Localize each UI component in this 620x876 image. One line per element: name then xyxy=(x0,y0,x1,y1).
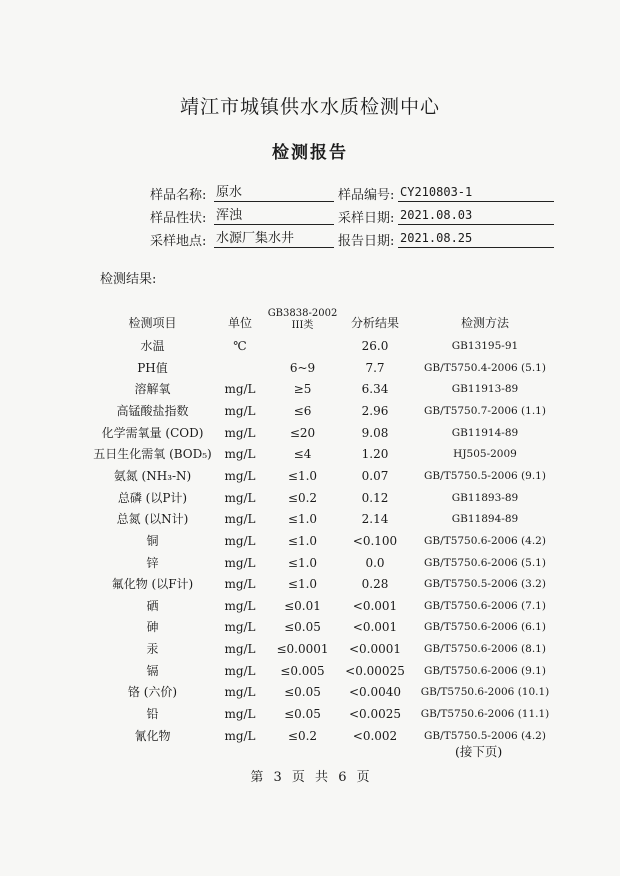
cell-standard: ≤0.0001 xyxy=(276,642,329,657)
table-row xyxy=(90,509,550,530)
table-header xyxy=(90,306,550,336)
table-row xyxy=(90,336,550,357)
cell-method: GB/T5750.6-2006 (4.2) xyxy=(424,534,546,547)
cell-unit: mg/L xyxy=(224,728,256,743)
cell-unit: mg/L xyxy=(224,642,256,657)
sample-location-label: 采样地点: xyxy=(150,234,207,249)
cell-item: 五日生化需氧 (BOD₅) xyxy=(93,447,212,462)
sample-code-value: CY210803-1 xyxy=(398,184,554,202)
cell-unit: mg/L xyxy=(224,707,256,722)
cell-result: <0.002 xyxy=(352,728,398,743)
cell-standard: 6~9 xyxy=(289,360,316,375)
cell-unit: mg/L xyxy=(224,512,256,527)
cell-standard: ≤0.05 xyxy=(284,707,321,722)
cell-standard: ≤0.2 xyxy=(287,728,318,743)
sample-name-value: 原水 xyxy=(214,184,334,202)
cell-result: <0.100 xyxy=(352,533,398,548)
cell-method: GB/T5750.5-2006 (3.2) xyxy=(424,578,546,591)
report-date-label: 报告日期: xyxy=(338,234,395,249)
cell-result: <0.001 xyxy=(352,598,398,613)
cell-item: 硒 xyxy=(146,598,159,613)
cell-item: 铜 xyxy=(146,533,159,548)
cell-unit: mg/L xyxy=(224,447,256,462)
cell-standard: ≤0.2 xyxy=(287,490,318,505)
results-label: 检测结果: xyxy=(100,272,157,287)
table-row xyxy=(90,379,550,400)
cell-item: 总氮 (以N计) xyxy=(116,512,189,527)
cell-method: HJ505-2009 xyxy=(453,448,517,461)
cell-standard: ≥5 xyxy=(293,382,312,397)
cell-result: 0.0 xyxy=(365,555,385,570)
cell-unit: mg/L xyxy=(224,685,256,700)
cell-item: PH值 xyxy=(137,360,168,375)
info-row-1 xyxy=(150,184,560,206)
sample-date-value: 2021.08.03 xyxy=(398,207,554,225)
cell-method: GB11893-89 xyxy=(451,491,519,504)
cell-unit: mg/L xyxy=(224,620,256,635)
cell-result: <0.0025 xyxy=(348,707,402,722)
continued-note: (接下页) xyxy=(455,744,503,759)
cell-result: <0.00025 xyxy=(345,663,405,678)
cell-item: 锌 xyxy=(146,555,159,570)
cell-method: GB/T5750.6-2006 (9.1) xyxy=(424,664,546,677)
cell-standard: ≤1.0 xyxy=(287,512,318,527)
cell-standard: ≤0.05 xyxy=(284,685,321,700)
table-row xyxy=(90,704,550,725)
cell-result: 26.0 xyxy=(361,339,389,353)
cell-method: GB/T5750.6-2006 (11.1) xyxy=(420,708,550,721)
cell-item: 镉 xyxy=(146,663,159,678)
cell-standard: ≤4 xyxy=(293,447,312,462)
cell-standard: ≤1.0 xyxy=(287,577,318,592)
cell-method: GB11894-89 xyxy=(451,513,519,526)
cell-method: GB/T5750.6-2006 (6.1) xyxy=(424,621,546,634)
info-row-3 xyxy=(150,230,560,252)
report-date-value: 2021.08.25 xyxy=(398,230,554,248)
cell-item: 化学需氧量 (COD) xyxy=(101,425,204,440)
cell-standard: ≤0.005 xyxy=(280,663,325,678)
cell-result: 1.20 xyxy=(361,447,389,462)
cell-result: <0.001 xyxy=(352,620,398,635)
cell-unit: mg/L xyxy=(224,555,256,570)
cell-item: 氟化物 (以F计) xyxy=(111,577,194,592)
cell-item: 铬 (六价) xyxy=(127,685,178,700)
table-row xyxy=(90,466,550,487)
cell-standard: ≤6 xyxy=(293,403,312,418)
cell-unit: mg/L xyxy=(224,403,256,418)
cell-method: GB/T5750.5-2006 (9.1) xyxy=(424,469,546,482)
cell-standard: ≤0.01 xyxy=(284,598,321,613)
sample-location-value: 水源厂集水井 xyxy=(214,230,334,248)
cell-result: 0.12 xyxy=(361,490,389,505)
cell-standard: ≤0.05 xyxy=(284,620,321,635)
cell-unit: mg/L xyxy=(224,425,256,440)
cell-result: 0.07 xyxy=(361,468,389,483)
cell-item: 铅 xyxy=(146,707,159,722)
cell-result: 9.08 xyxy=(361,425,389,440)
table-row xyxy=(90,401,550,422)
header-item: 检测项目 xyxy=(128,316,177,330)
header-standard-line1: GB3838-2002 xyxy=(267,308,338,319)
sample-date-label: 采样日期: xyxy=(338,211,395,226)
cell-method: GB/T5750.6-2006 (5.1) xyxy=(424,556,546,569)
cell-unit: mg/L xyxy=(224,382,256,397)
cell-item: 水温 xyxy=(140,339,165,353)
sample-name-label: 样品名称: xyxy=(150,188,207,203)
cell-standard: ≤1.0 xyxy=(287,555,318,570)
cell-item: 砷 xyxy=(146,620,159,635)
info-row-2 xyxy=(150,207,560,229)
header-method: 检测方法 xyxy=(460,316,509,330)
header-standard-line2: III类 xyxy=(291,320,314,331)
cell-method: GB/T5750.7-2006 (1.1) xyxy=(424,404,546,417)
header-result: 分析结果 xyxy=(350,316,399,330)
cell-standard: ≤20 xyxy=(289,425,316,440)
cell-unit: mg/L xyxy=(224,577,256,592)
cell-method: GB/T5750.5-2006 (4.2) xyxy=(424,729,546,742)
table-row xyxy=(90,661,550,682)
cell-item: 氨氮 (NH₃-N) xyxy=(113,468,192,483)
table-row xyxy=(90,639,550,660)
table-row xyxy=(90,444,550,465)
table-row xyxy=(90,617,550,638)
cell-method: GB13195-91 xyxy=(451,340,519,352)
cell-item: 溶解氧 xyxy=(134,382,171,397)
cell-item: 总磷 (以P计) xyxy=(117,490,188,505)
sample-code-label: 样品编号: xyxy=(338,188,395,203)
report-title: 检测报告 xyxy=(272,143,348,163)
cell-unit: mg/L xyxy=(224,490,256,505)
sample-nature-value: 浑浊 xyxy=(214,207,334,225)
cell-unit: mg/L xyxy=(224,663,256,678)
table-row xyxy=(90,553,550,574)
cell-item: 高锰酸盐指数 xyxy=(116,403,189,418)
table-row xyxy=(90,488,550,509)
cell-result: 6.34 xyxy=(361,382,389,397)
cell-item: 汞 xyxy=(146,642,159,657)
cell-method: GB/T5750.4-2006 (5.1) xyxy=(424,361,546,374)
table-row xyxy=(90,423,550,444)
cell-unit: ℃ xyxy=(233,339,247,353)
cell-unit: mg/L xyxy=(224,468,256,483)
cell-method: GB11914-89 xyxy=(451,426,519,439)
cell-result: <0.0001 xyxy=(348,642,402,657)
cell-unit: mg/L xyxy=(224,598,256,613)
page-footer: 第 3 页 共 6 页 xyxy=(250,770,370,785)
cell-result: 2.14 xyxy=(361,512,389,527)
cell-item: 氰化物 xyxy=(134,728,171,743)
cell-result: 7.7 xyxy=(365,360,385,375)
cell-standard: ≤1.0 xyxy=(287,468,318,483)
header-standard xyxy=(265,308,340,332)
cell-result: 2.96 xyxy=(361,403,389,418)
cell-result: 0.28 xyxy=(361,577,389,592)
cell-method: GB/T5750.6-2006 (7.1) xyxy=(424,599,546,612)
table-row xyxy=(90,596,550,617)
cell-unit: mg/L xyxy=(224,533,256,548)
org-title: 靖江市城镇供水水质检测中心 xyxy=(179,96,440,118)
sample-nature-label: 样品性状: xyxy=(150,211,207,226)
header-unit: 单位 xyxy=(227,316,252,330)
cell-method: GB/T5750.6-2006 (8.1) xyxy=(424,643,546,656)
table-row xyxy=(90,682,550,703)
cell-method: GB/T5750.6-2006 (10.1) xyxy=(420,686,550,699)
table-row xyxy=(90,574,550,595)
cell-result: <0.0040 xyxy=(348,685,402,700)
table-row xyxy=(90,358,550,379)
cell-method: GB11913-89 xyxy=(451,383,519,396)
table-row xyxy=(90,531,550,552)
cell-standard: ≤1.0 xyxy=(287,533,318,548)
